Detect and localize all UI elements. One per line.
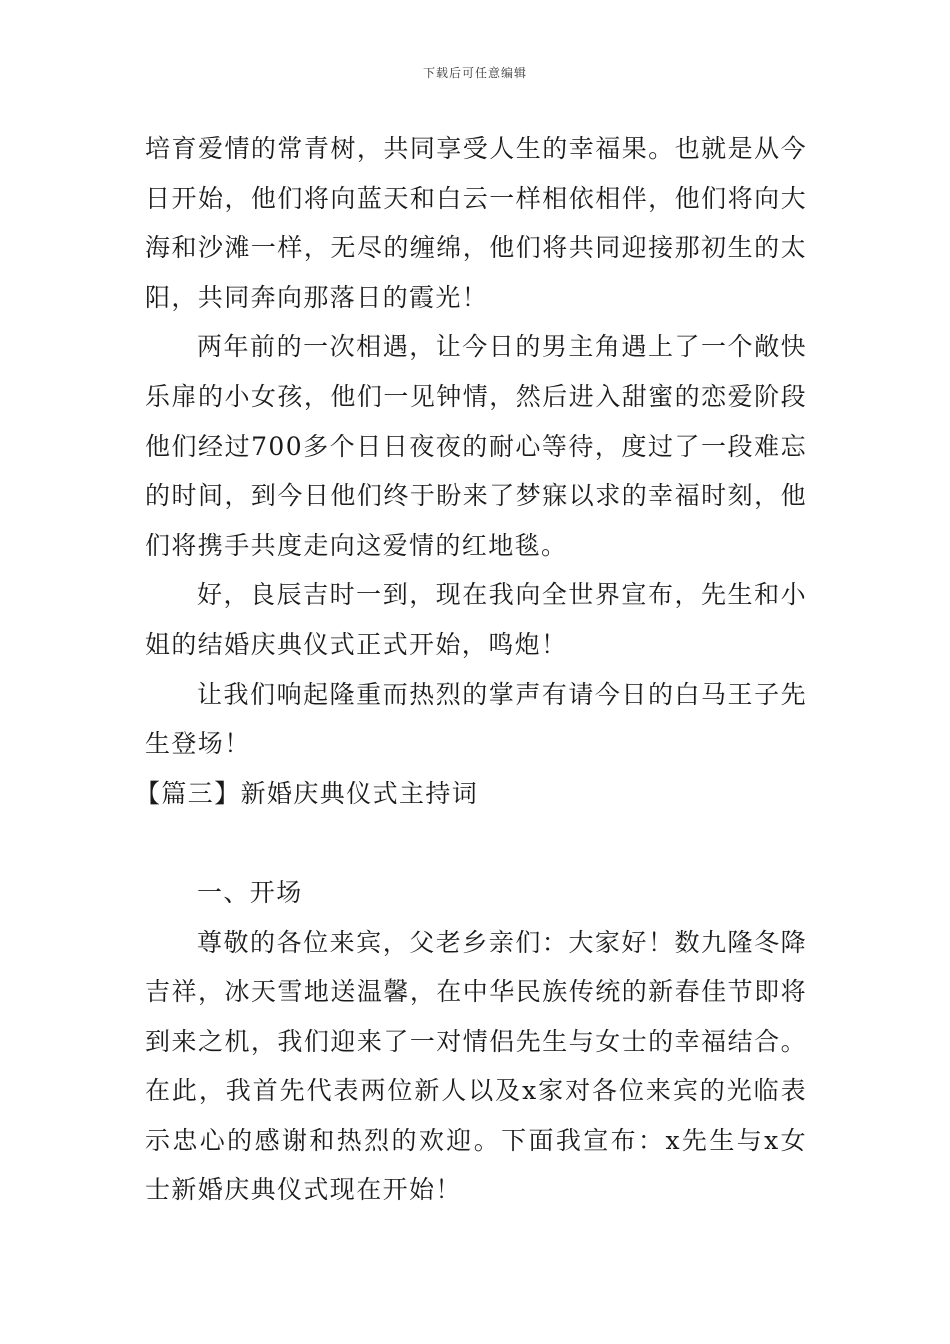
section-heading: 【篇三】新婚庆典仪式主持词 <box>135 778 479 808</box>
document-body <box>135 124 807 1215</box>
paragraph-meeting: 两年前的一次相遇，让今日的男主角遇上了一个敞快乐扉的小女孩，他们一见钟情，然后进入甜蜜的恋爱阶段他们经过700多个日日夜夜的耐心等待，度过了一段难忘的时间，到今日他们终于盼来了梦寐以求的幸福时刻，他们将携手共度走向这爱情的红地毯。 <box>145 332 807 560</box>
page-header: 下载后可任意编辑 <box>422 66 527 80</box>
paragraph-continuation: 培育爱情的常青树，共同享受人生的幸福果。也就是从今日开始，他们将向蓝天和白云一样相依相伴，他们将向大海和沙滩一样，无尽的缠绵，他们将共同迎接那初生的太阳，共同奔向那落日的霞光！ <box>145 134 807 312</box>
blank-line <box>145 818 807 868</box>
paragraph-applause: 让我们响起隆重而热烈的掌声有请今日的白马王子先生登场！ <box>145 679 807 759</box>
paragraph-announcement: 好，良辰吉时一到，现在我向全世界宣布，先生和小姐的结婚庆典仪式正式开始，鸣炮！ <box>145 580 807 659</box>
subsection-heading: 一、开场 <box>197 877 303 907</box>
paragraph-opening-speech: 尊敬的各位来宾，父老乡亲们：大家好！数九隆冬降吉祥，冰天雪地送温馨，在中华民族传统的新春佳节即将到来之机，我们迎来了一对情侣先生与女士的幸福结合。在此，我首先代表两位新人以及x家对各位来宾的光临表示忠心的感谢和热烈的欢迎。下面我宣布：x先生与x女士新婚庆典仪式现在开始！ <box>145 927 807 1205</box>
